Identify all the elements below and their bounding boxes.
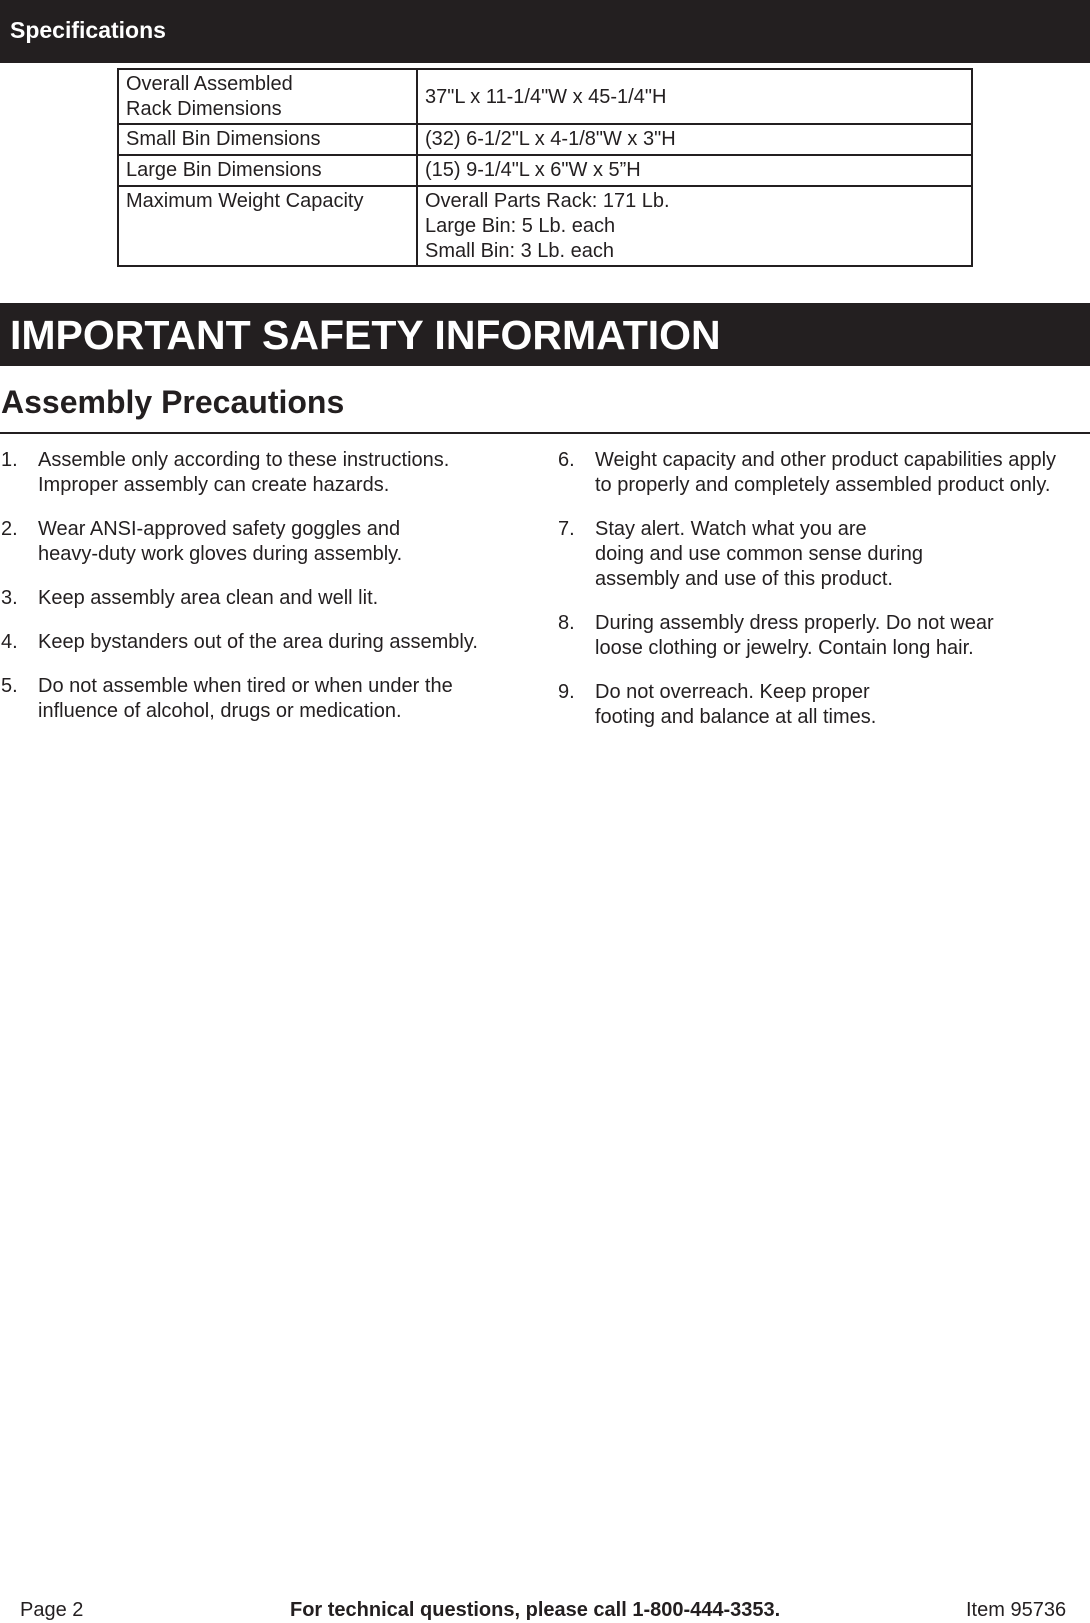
- list-item: 9. Do not overreach. Keep proper footing and balance at all times.: [558, 681, 877, 728]
- specifications-header-bar: [0, 0, 1090, 63]
- spec-label: Small Bin Dimensions: [118, 124, 417, 155]
- spec-value: 37"L x 11-1/4"W x 45-1/4"H: [417, 69, 972, 124]
- spec-label: Maximum Weight Capacity: [118, 186, 417, 266]
- precautions-left-list: [1, 448, 521, 743]
- list-item: 3. Keep assembly area clean and well lit.: [1, 587, 379, 609]
- list-item: 4. Keep bystanders out of the area during assembly.: [1, 631, 478, 653]
- spec-value: (15) 9-1/4"L x 6"W x 5”H: [417, 155, 972, 186]
- precautions-right-list: [558, 448, 1088, 749]
- spec-value: Overall Parts Rack: 171 Lb. Large Bin: 5 Lb. each Small Bin: 3 Lb. each: [417, 186, 972, 266]
- item-number: Item 95736: [966, 1599, 1067, 1621]
- list-item: 5. Do not assemble when tired or when under the influence of alcohol, drugs or medication.: [1, 675, 453, 722]
- page-number: Page 2: [20, 1599, 84, 1621]
- spec-label: Large Bin Dimensions: [118, 155, 417, 186]
- divider: [0, 432, 1090, 434]
- technical-support-line: For technical questions, please call 1-800-444-3353.: [290, 1599, 781, 1621]
- spec-row-rack-dimensions: [118, 69, 972, 124]
- specifications-heading: Specifications: [10, 17, 166, 43]
- list-item: 6. Weight capacity and other product capabilities apply to properly and completely assembled product only.: [558, 449, 1057, 496]
- spec-row-weight-capacity: [118, 186, 972, 266]
- safety-header-bar: [0, 303, 1090, 366]
- assembly-precautions-heading: Assembly Precautions: [1, 384, 345, 420]
- spec-row-small-bin: [118, 124, 972, 155]
- list-item: 2. Wear ANSI-approved safety goggles and heavy-duty work gloves during assembly.: [1, 518, 403, 565]
- spec-row-large-bin: [118, 155, 972, 186]
- spec-value: (32) 6-1/2"L x 4-1/8"W x 3"H: [417, 124, 972, 155]
- spec-label: Overall Assembled Rack Dimensions: [118, 69, 417, 124]
- specifications-table: [117, 68, 973, 267]
- list-item: 1. Assemble only according to these instructions. Improper assembly can create hazards.: [1, 449, 450, 496]
- safety-heading: IMPORTANT SAFETY INFORMATION: [10, 312, 721, 358]
- list-item: 8. During assembly dress properly. Do not wear loose clothing or jewelry. Contain long hair.: [558, 612, 994, 659]
- list-item: 7. Stay alert. Watch what you are doing and use common sense during assembly and use of this product.: [558, 518, 923, 590]
